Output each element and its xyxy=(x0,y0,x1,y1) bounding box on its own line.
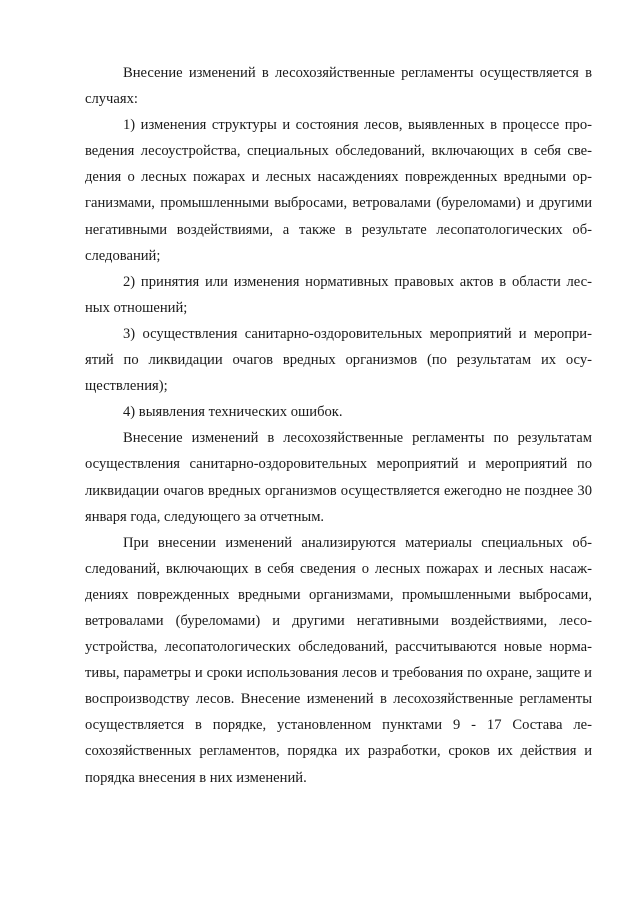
document-body xyxy=(85,60,592,791)
paragraph-deadline: Внесение изменений в лесохозяйственные регламенты по результатам осуществления санитарно-оздоровительных мероприятий и мероприятий по ликвидации очагов вредных организмов осуществляется ежегодно не позднее 30 января года, следующего за отчетным. xyxy=(85,430,592,525)
paragraph-case-1: 1) изменения структуры и состояния лесов, выявленных в процессе проведения лесоустройства, специальных обследований, включающих в себя сведения о лесных пожарах и лесных насаждениях поврежденных вредными организмами, промышленными выбросами, ветровалами (буреломами) и другими негативными воздействиями, а также в результате лесопатологических обследований; xyxy=(85,117,592,264)
paragraph-case-3: 3) осуществления санитарно-оздоровительных мероприятий и мероприятий по ликвидации очагов вредных организмов (по результатам их осуществления); xyxy=(85,325,592,395)
paragraph-analysis: При внесении изменений анализируются материалы специальных обследований, включающих в себя сведения о лесных пожарах и лесных насаждениях поврежденных вредными организмами, промышленными выбросами, ветровалами (буреломами) и другими негативными воздействиями, лесоустройства, лесопатологических обследований, рассчитываются новые нормативы, параметры и сроки использования лесов и требования по охране, защите и воспроизводству лесов. Внесение изменений в лесохозяйственные регламенты осуществляется в порядке, установленном пунктами 9 - 17 Состава лесохозяйственных регламентов, порядка их разработки, сроков их действия и порядка внесения в них изменений. xyxy=(85,534,592,786)
paragraph-case-4: 4) выявления технических ошибок. xyxy=(123,404,343,421)
paragraph-intro: Внесение изменений в лесохозяйственные регламенты осуществляется в случаях: xyxy=(85,65,592,108)
paragraph-case-2: 2) принятия или изменения нормативных правовых актов в области лесных отношений; xyxy=(85,273,592,316)
